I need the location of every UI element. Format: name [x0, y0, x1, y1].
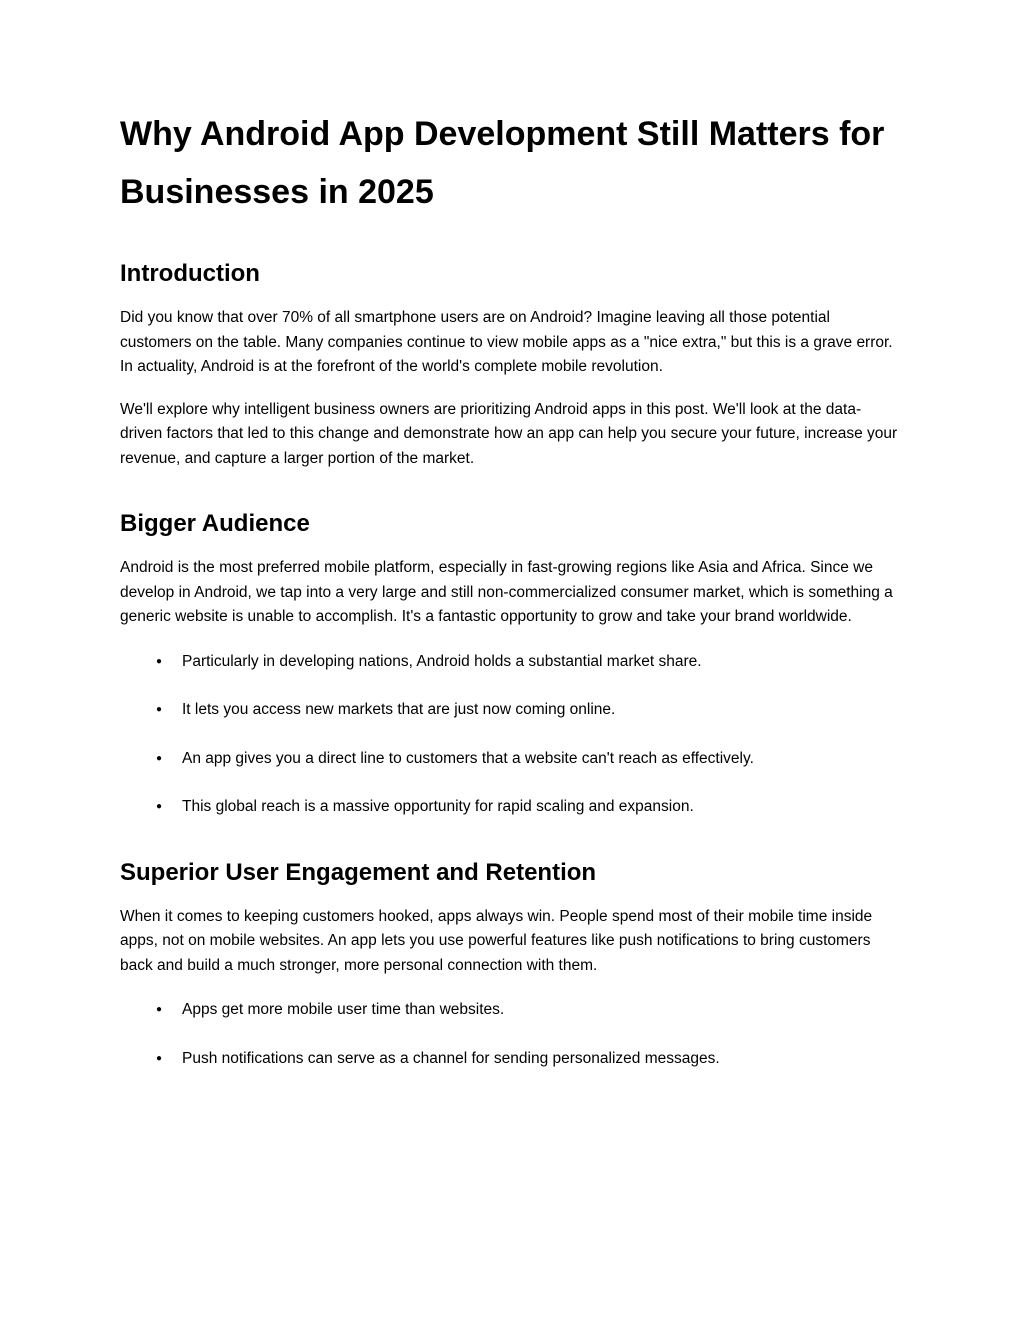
list-item: ● Particularly in developing nations, Android holds a substantial market share.	[182, 650, 902, 675]
section-user-engagement	[120, 856, 902, 1072]
paragraph: When it comes to keeping customers hooked, apps always win. People spend most of their mobile time inside apps, not on mobile websites. An app lets you use powerful features like push notifications to bring customers back and build a much stronger, more personal connection with them.	[120, 907, 873, 974]
bullet-list	[120, 998, 902, 1071]
section-heading-user-engagement: Superior User Engagement and Retention	[120, 858, 597, 886]
document-title: Why Android App Development Still Matters for Businesses in 2025	[120, 115, 885, 211]
list-item: ● An app gives you a direct line to customers that a website can't reach as effectively.	[182, 747, 902, 772]
paragraph: Did you know that over 70% of all smartphone users are on Android? Imagine leaving all those potential customers on the table. Many companies continue to view mobile apps as a "nice extra," but this is a grave error. In actuality, Android is at the forefront of the world's complete mobile revolution.	[120, 309, 893, 375]
list-item: ● It lets you access new markets that are just now coming online.	[182, 698, 902, 723]
section-bigger-audience	[120, 507, 902, 820]
section-heading-bigger-audience: Bigger Audience	[120, 510, 310, 537]
section-heading-introduction: Introduction	[120, 260, 260, 287]
section-introduction	[120, 257, 902, 471]
list-item: ● Push notifications can serve as a channel for sending personalized messages.	[182, 1047, 902, 1072]
paragraph: Android is the most preferred mobile platform, especially in fast-growing regions like Asia and Africa. Since we develop in Android, we tap into a very large and still non-commercialized consumer market, which is something a generic website is unable to accomplish. It's a fantastic opportunity to grow and take your brand worldwide.	[120, 559, 893, 625]
list-item: ● Apps get more mobile user time than websites.	[182, 998, 902, 1023]
bullet-list	[120, 650, 902, 820]
list-item: ● This global reach is a massive opportunity for rapid scaling and expansion.	[182, 795, 902, 820]
paragraph: We'll explore why intelligent business owners are prioritizing Android apps in this post. We'll look at the data-driven factors that led to this change and demonstrate how an app can help you secure your future, increase your revenue, and capture a larger portion of the market.	[120, 400, 898, 467]
